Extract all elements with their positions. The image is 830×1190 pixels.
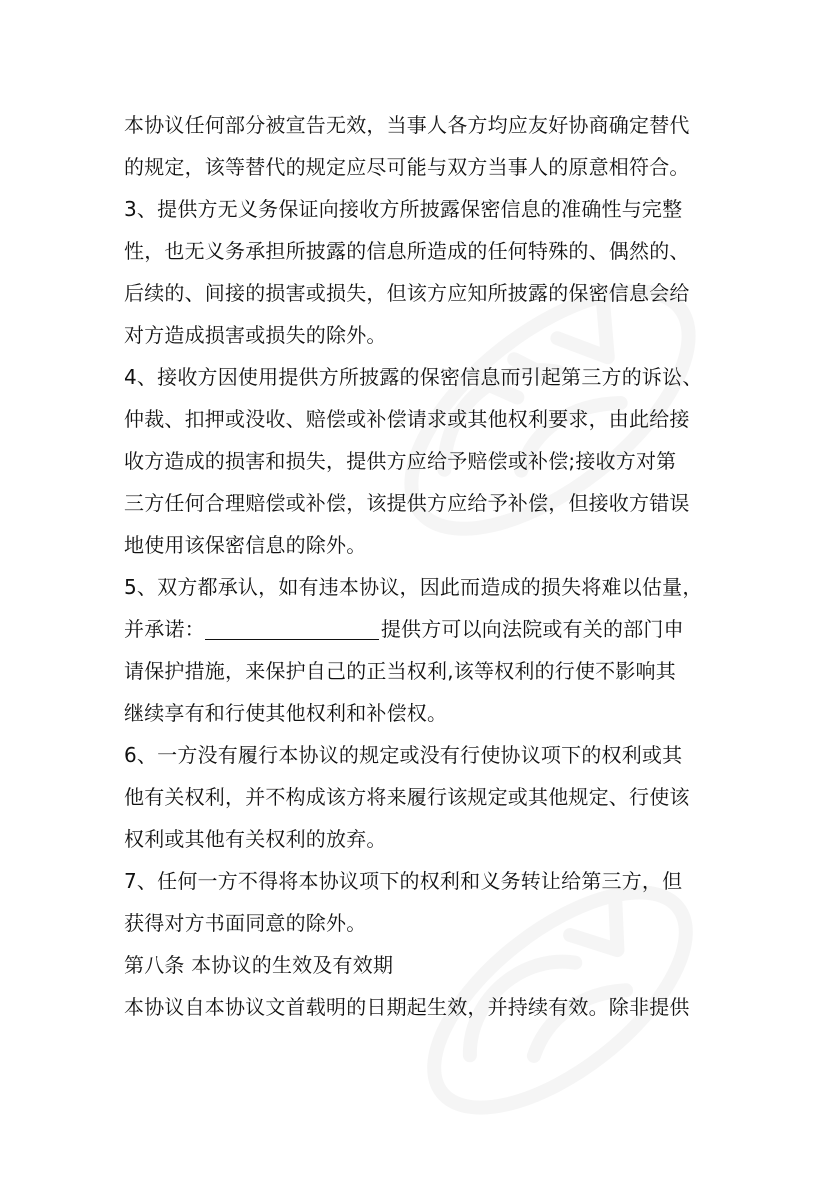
paragraph-line: 对方造成损害或损失的除外。 xyxy=(124,323,387,347)
paragraph-line: 性，也无义务承担所披露的信息所造成的任何特殊的、偶然的、 xyxy=(124,239,690,263)
paragraph-line: 收方造成的损害和损失，提供方应给予赔偿或补偿;接收方对第 xyxy=(124,449,677,473)
paragraph-line: 5、双方都承认，如有违本协议，因此而造成的损失将难以估量， xyxy=(124,575,703,599)
paragraph-line: 本协议任何部分被宣告无效，当事人各方均应友好协商确定替代 xyxy=(124,113,690,137)
paragraph-line: 本协议自本协议文首载明的日期起生效，并持续有效。除非提供 xyxy=(124,995,690,1019)
fill-in-blank xyxy=(205,619,379,640)
line-suffix: 提供方可以向法院或有关的部门申 xyxy=(380,617,684,641)
paragraph-line: 他有关权利，并不构成该方将来履行该规定或其他规定、行使该 xyxy=(124,785,690,809)
paragraph-line: 三方任何合理赔偿或补偿，该提供方应给予补偿，但接收方错误 xyxy=(124,491,690,515)
paragraph-line: 后续的、间接的损害或损失，但该方应知所披露的保密信息会给 xyxy=(124,281,690,305)
paragraph-line: 6、一方没有履行本协议的规定或没有行使协议项下的权利或其 xyxy=(124,743,683,767)
paragraph-line: 获得对方书面同意的除外。 xyxy=(124,911,367,935)
paragraph-line: 3、提供方无义务保证向接收方所披露保密信息的准确性与完整 xyxy=(124,197,683,221)
document-body xyxy=(124,104,714,1028)
paragraph-line: 继续享有和行使其他权利和补偿权。 xyxy=(124,701,448,725)
paragraph-line: 4、接收方因使用提供方所披露的保密信息而引起第三方的诉讼、 xyxy=(124,365,703,389)
paragraph-line-with-blank xyxy=(124,608,714,650)
paragraph-line: 权利或其他有关权利的放弃。 xyxy=(124,827,387,851)
paragraph-line: 请保护措施，来保护自己的正当权利,该等权利的行使不影响其 xyxy=(124,659,676,683)
paragraph-line: 仲裁、扣押或没收、赔偿或补偿请求或其他权利要求，由此给接 xyxy=(124,407,690,431)
line-prefix: 并承诺： xyxy=(124,617,205,641)
paragraph-line: 地使用该保密信息的除外。 xyxy=(124,533,367,557)
section-heading: 第八条 本协议的生效及有效期 xyxy=(124,953,394,977)
paragraph-line: 的规定，该等替代的规定应尽可能与双方当事人的原意相符合。 xyxy=(124,155,690,179)
paragraph-line: 7、任何一方不得将本协议项下的权利和义务转让给第三方，但 xyxy=(124,869,683,893)
